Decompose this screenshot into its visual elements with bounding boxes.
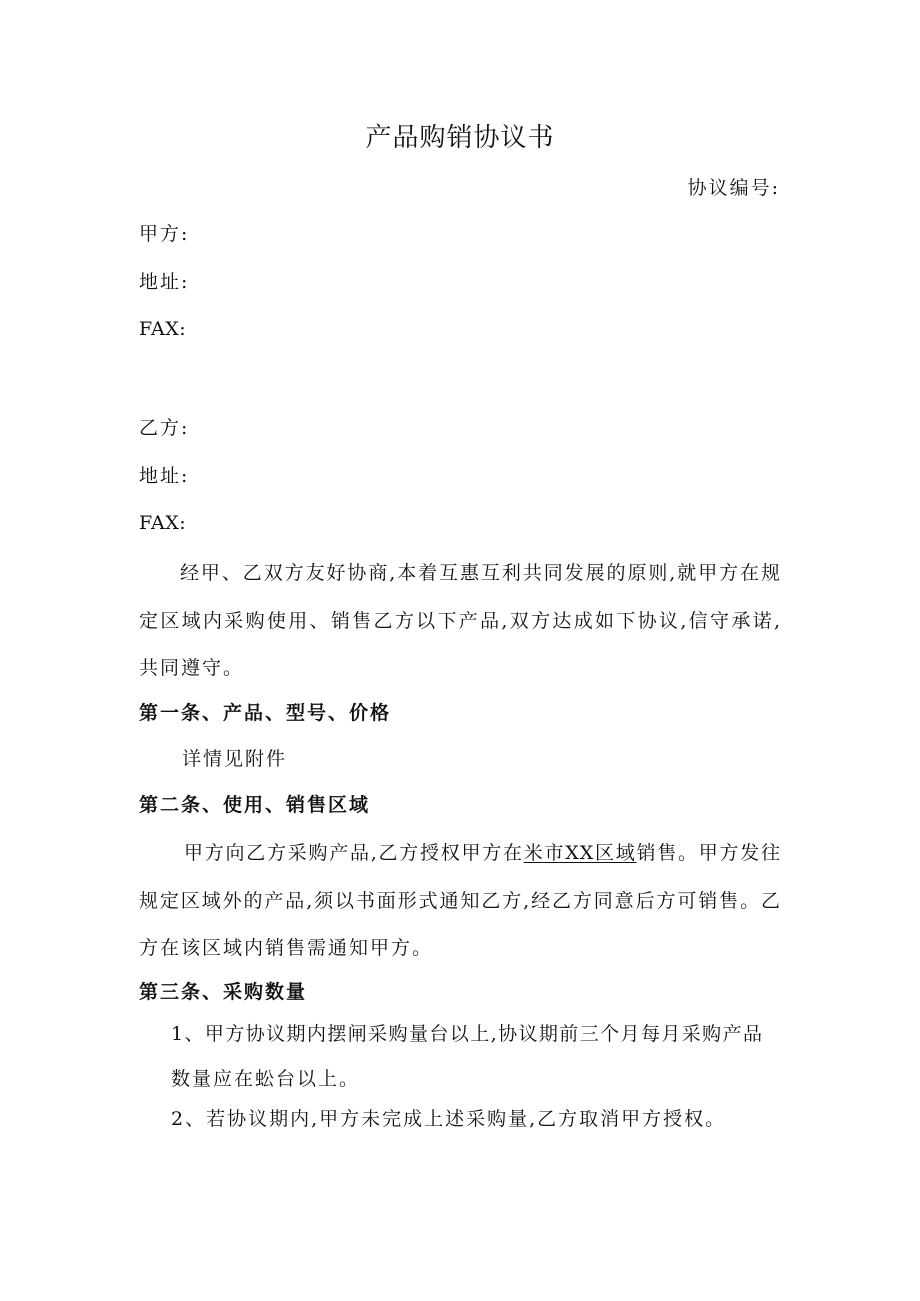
party-a-fax-label: FAX:: [139, 318, 187, 340]
sales-region-underlined: 米市XX区域: [523, 842, 637, 864]
party-b-address-label: 地址:: [139, 465, 190, 487]
article-2-line-1-pre: 甲方向乙方采购产品,乙方授权甲方在: [184, 842, 524, 864]
intro-line-3: 共同遵守。: [139, 657, 245, 679]
party-b-label: 乙方:: [139, 417, 190, 439]
article-1-body: 详情见附件: [182, 748, 288, 770]
party-b-fax-label: FAX:: [139, 512, 187, 534]
article-2-line-2: 规定区域外的产品,须以书面形式通知乙方,经乙方同意后方可销售。乙: [139, 890, 781, 912]
party-a-label: 甲方:: [139, 223, 190, 245]
article-2-line-1: [184, 841, 781, 865]
article-2-line-3: 方在该区域内销售需通知甲方。: [139, 937, 434, 959]
article-1-heading: 第一条、产品、型号、价格: [139, 702, 392, 724]
intro-line-1: 经甲、乙双方友好协商,本着互惠互利共同发展的原则,就甲方在规: [180, 562, 781, 584]
article-3-heading: 第三条、采购数量: [139, 981, 308, 1003]
article-2-heading: 第二条、使用、销售区域: [139, 794, 371, 816]
article-3-item-1-line-2: 数量应在蚣台以上。: [171, 1068, 361, 1090]
article-3-item-1-line-1: 1、甲方协议期内摆闸采购量台以上,协议期前三个月每月采购产品: [171, 1023, 763, 1045]
agreement-number-label: 协议编号:: [687, 177, 780, 199]
party-a-address-label: 地址:: [139, 271, 190, 293]
article-3-item-2: 2、若协议期内,甲方未完成上述采购量,乙方取消甲方授权。: [171, 1108, 727, 1130]
intro-line-2: 定区域内采购使用、销售乙方以下产品,双方达成如下协议,信守承诺,: [139, 610, 781, 632]
document-title: 产品购销协议书: [365, 123, 555, 153]
article-2-line-1-post: 销售。甲方发往: [636, 842, 781, 864]
